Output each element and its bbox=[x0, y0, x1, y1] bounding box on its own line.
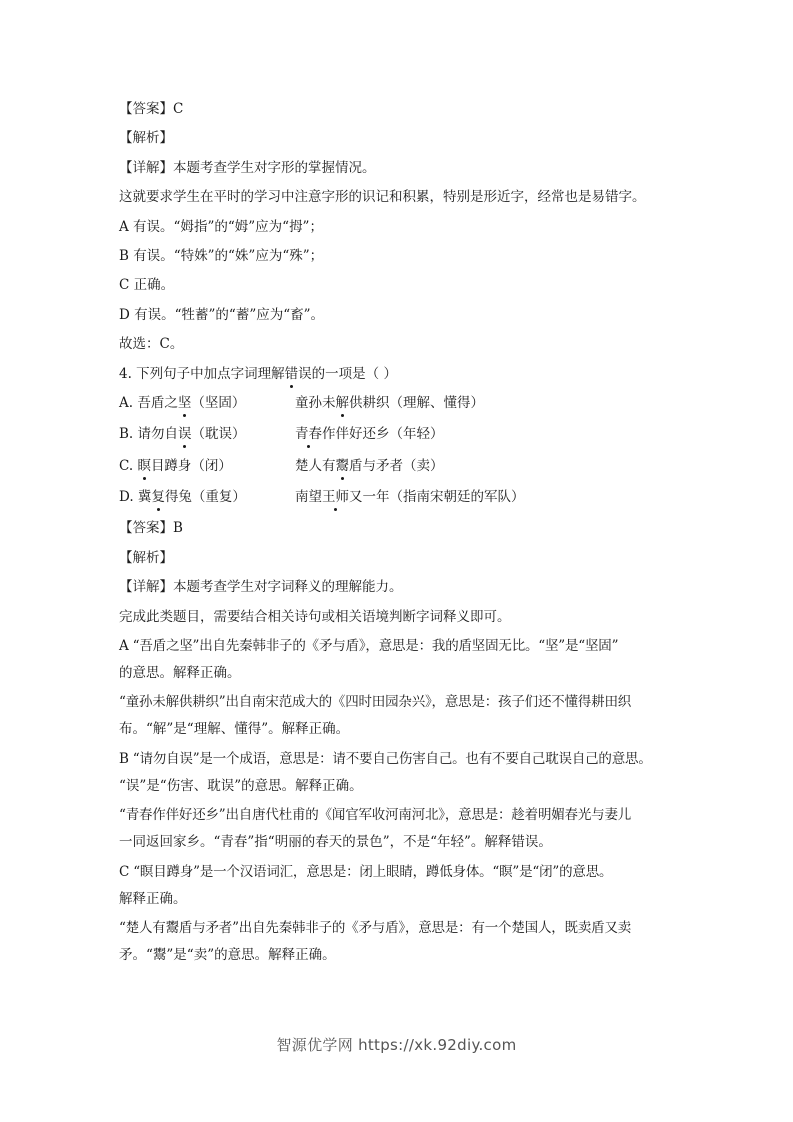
option-text: 南望 bbox=[295, 489, 322, 506]
choice-text-1: 故选：C。 bbox=[119, 336, 184, 353]
document-body bbox=[119, 100, 699, 975]
option-text: 楚人有 bbox=[295, 457, 336, 474]
option-text: （耽误） bbox=[191, 426, 246, 443]
option-text: C. bbox=[119, 457, 138, 474]
stem-text: 4. 下列句子中加点字词理解 bbox=[119, 365, 285, 382]
stem-text-end: 误的一项是（ ） bbox=[298, 365, 397, 382]
option-text: A. 吾盾之 bbox=[119, 394, 178, 411]
explanation-c2-line2: 矛。“鬻”是“卖”的意思。解释正确。 bbox=[119, 946, 336, 963]
dotted-char: 青春 bbox=[295, 426, 322, 443]
option-b-right bbox=[295, 425, 699, 443]
answer-label-2: 【答案】B bbox=[119, 520, 183, 537]
requirement-text: 这就要求学生在平时的学习中注意字形的识记和积累，特别是形近字，经常也是易错字。 bbox=[119, 189, 646, 206]
question-4-stem bbox=[119, 365, 699, 383]
stem-dotted-char: 错 bbox=[284, 365, 299, 382]
explanation-c2-line1: “楚人有鬻盾与矛者”出自先秦韩非子的《矛与盾》，意思是：有一个楚国人，既卖盾又卖 bbox=[119, 919, 632, 936]
analysis-label-1: 【解析】 bbox=[119, 130, 173, 147]
option-d-left bbox=[119, 488, 295, 506]
option-b bbox=[119, 425, 699, 443]
option-c-right bbox=[295, 457, 699, 475]
option-text: D. 冀 bbox=[119, 489, 152, 506]
explanation-c-1: C 正确。 bbox=[119, 277, 175, 294]
dotted-char: 鬻 bbox=[335, 457, 349, 474]
option-a bbox=[119, 394, 699, 412]
explanation-b-2-line2: “误”是“伤害、耽误”的意思。解释正确。 bbox=[119, 777, 363, 794]
explanation-b-2-line1: B “请勿自误”是一个成语，意思是：请不要自己伤害自己。也有不要自己耽误自己的意思。 bbox=[119, 750, 652, 767]
option-b-left bbox=[119, 425, 295, 443]
option-text: 盾与矛者（卖） bbox=[349, 457, 444, 474]
option-text: 目蹲身（闭） bbox=[150, 457, 232, 474]
method-text: 完成此类题目，需要结合相关诗句或相关语境判断字词释义即可。 bbox=[119, 608, 511, 625]
option-text: 童孙未 bbox=[295, 394, 336, 411]
option-d-right bbox=[295, 488, 699, 506]
option-text: 又一年（指南宋朝廷的军队） bbox=[349, 489, 525, 506]
explanation-a2-line2: 布。“解”是“理解、懂得”。解释正确。 bbox=[119, 721, 350, 738]
explanation-b2-line2: 一同返回家乡。“青春”指“明丽的春天的景色”，不是“年轻”。解释错误。 bbox=[119, 834, 552, 851]
dotted-char: 复 bbox=[151, 489, 165, 506]
dotted-char: 瞑 bbox=[137, 457, 151, 474]
option-text: 得兔（重复） bbox=[164, 489, 246, 506]
option-d bbox=[119, 488, 699, 506]
dotted-char: 坚 bbox=[177, 394, 192, 411]
explanation-a-1: A 有误。“姆指”的“姆”应为“拇”； bbox=[119, 218, 323, 235]
explanation-b2-line1: “青春作伴好还乡”出自唐代杜甫的《闻官军收河南河北》，意思是：趁着明媚春光与妻儿 bbox=[119, 807, 632, 824]
option-text: 作伴好还乡（年轻） bbox=[322, 426, 444, 443]
option-a-left bbox=[119, 394, 295, 412]
explanation-c-2-line1: C “瞑目蹲身”是一个汉语词汇，意思是：闭上眼睛，蹲低身体。“瞑”是“闭”的意思。 bbox=[119, 863, 613, 880]
footer-watermark: 智源优学网 https://xk.92diy.com bbox=[276, 1036, 517, 1054]
detail-text-1: 【详解】本题考查学生对字形的掌握情况。 bbox=[119, 159, 376, 176]
dotted-char: 王师 bbox=[322, 489, 349, 506]
explanation-c-2-line2: 解释正确。 bbox=[119, 890, 187, 907]
option-c bbox=[119, 457, 699, 475]
detail-text-2: 【详解】本题考查学生对字词释义的理解能力。 bbox=[119, 579, 403, 596]
explanation-b-1: B 有误。“特姝”的“姝”应为“殊”； bbox=[119, 247, 324, 264]
explanation-a2-line1: “童孙未解供耕织”出自南宋范成大的《四时田园杂兴》，意思是：孩子们还不懂得耕田织 bbox=[119, 694, 632, 711]
option-text: B. 请勿自 bbox=[119, 426, 179, 443]
explanation-a-2-line2: 的意思。解释正确。 bbox=[119, 665, 241, 682]
dotted-char: 解 bbox=[335, 394, 349, 411]
analysis-label-2: 【解析】 bbox=[119, 549, 173, 566]
option-c-left bbox=[119, 457, 295, 475]
explanation-a-2-line1: A “吾盾之坚”出自先秦韩非子的《矛与盾》，意思是：我的盾坚固无比。“坚”是“坚固” bbox=[119, 638, 619, 655]
dotted-char: 误 bbox=[178, 426, 192, 443]
explanation-d-1: D 有误。“牲蓄”的“蓄”应为“畜”。 bbox=[119, 306, 325, 323]
option-text: （坚固） bbox=[191, 394, 246, 411]
option-a-right bbox=[295, 394, 699, 412]
option-text: 供耕织（理解、懂得） bbox=[349, 394, 484, 411]
answer-label-1: 【答案】C bbox=[119, 101, 184, 117]
